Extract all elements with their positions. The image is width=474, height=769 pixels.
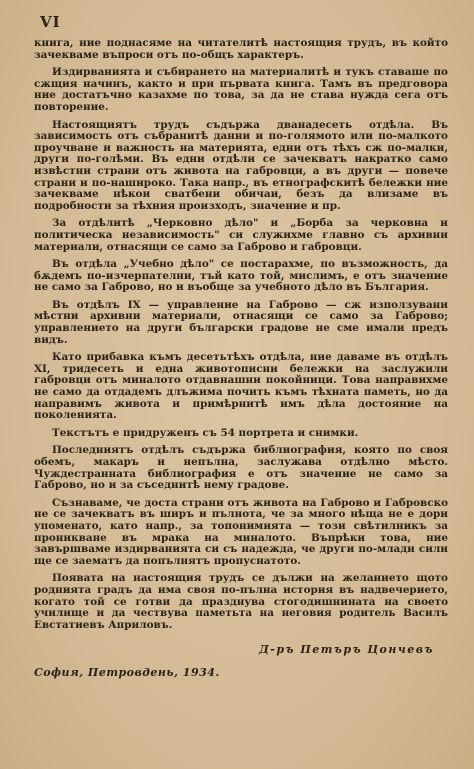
- paragraph: Като прибавка къмъ десетьтѣхъ отдѣла, ние даваме въ отдѣлъ XI, тридесеть и една животописни бележки на заслужили габровци отъ миналото отдавнашни покойници. Това направихме не само да отдадемъ длъжима почить къмъ тѣхната паметь, но да направимъ живота и примѣрнитѣ имъ дѣла достояние на поколенията.: [34, 351, 448, 422]
- body-text: [34, 38, 448, 631]
- place-date: София, Петровдень, 1934.: [34, 666, 220, 680]
- author-signature: Д-ръ Петъръ Цончевъ: [259, 643, 434, 657]
- paragraph: Появата на настоящия трудъ се дължи на желанието щото роднията градъ да има своя по-пълна история въ надвечерието, когато той се готви да празднува стогодишнината на своето училище и да чествува паметьта на неговия родитель Василъ Евстатиевъ Априловъ.: [34, 572, 448, 631]
- paragraph: Последниятъ отдѣлъ съдържа библиография, която по своя обемъ, макаръ и непълна, заслужава отдѣлно мѣсто. Чуждестранната библиография е отъ значение не само за Габрово, но и за съседнитѣ нему градове.: [34, 444, 448, 492]
- paragraph: книга, ние поднасяме на читателитѣ настоящия трудъ, въ който зачекваме въпроси отъ по-общъ характеръ.: [34, 37, 448, 61]
- paragraph: Въ отдѣла „Учебно дѣло" се постарахме, по възможность, да бѫдемъ по-изчерпателни, тъй като той, мислимъ, е отъ значение не само за Габрово, но и въобще за учебното дѣло въ България.: [34, 258, 448, 294]
- paragraph: Въ отдѣлъ IX — управление на Габрово — сж използувани мѣстни архивни материали, отнасящи се само за Габрово; управлението на други български градове не сме имали предъ видъ.: [34, 298, 448, 346]
- paragraph: Издирванията и събирането на материалитѣ и тукъ ставаше по сжщия начинъ, както и при първата книга. Тамъ въ предговора ние достатъчно казахме по това, за да не става нужда сега отъ повторение.: [34, 66, 448, 113]
- paragraph: Съзнаваме, че доста страни отъ живота на Габрово и Габровско не се зачекватъ въ ширъ и пълнота, че за много нѣща не е дори упоменато, като напр., за топонимията — този свѣтилникъ за проникване въ мрака на миналото. Въпрѣки това, ние завършваме издирванията си съ надежда, че други по-млади сили ще се заематъ да попълнятъ пропуснатото.: [34, 496, 448, 567]
- paragraph: Настоящиятъ трудъ съдържа дванадесеть отдѣла. Въ зависимость отъ събранитѣ данни и по-голямото или по-малкото проучване и важность на материята, едни отъ тѣхъ сж по-малки, други по-голѣми. Въ едни отдѣли се зачекватъ накратко само извѣстни страни отъ живота на габровци, а въ други — повече страни и по-нашироко. Така напр., въ етнографскитѣ бележки ние зачекваме нѣкои сватбени обичаи, безъ да влизаме въ подробности за тѣхния произходъ, значение и пр.: [34, 118, 448, 212]
- paragraph: Текстътъ е придруженъ съ 54 портрета и снимки.: [52, 426, 359, 439]
- paragraph: За отдѣлитѣ „Черковно дѣло" и „Борба за черковна и политическа независимость" си служихме главно съ архивни материали, отнасящи се само за Габрово и габровци.: [34, 217, 448, 253]
- page-number: VI: [40, 13, 61, 31]
